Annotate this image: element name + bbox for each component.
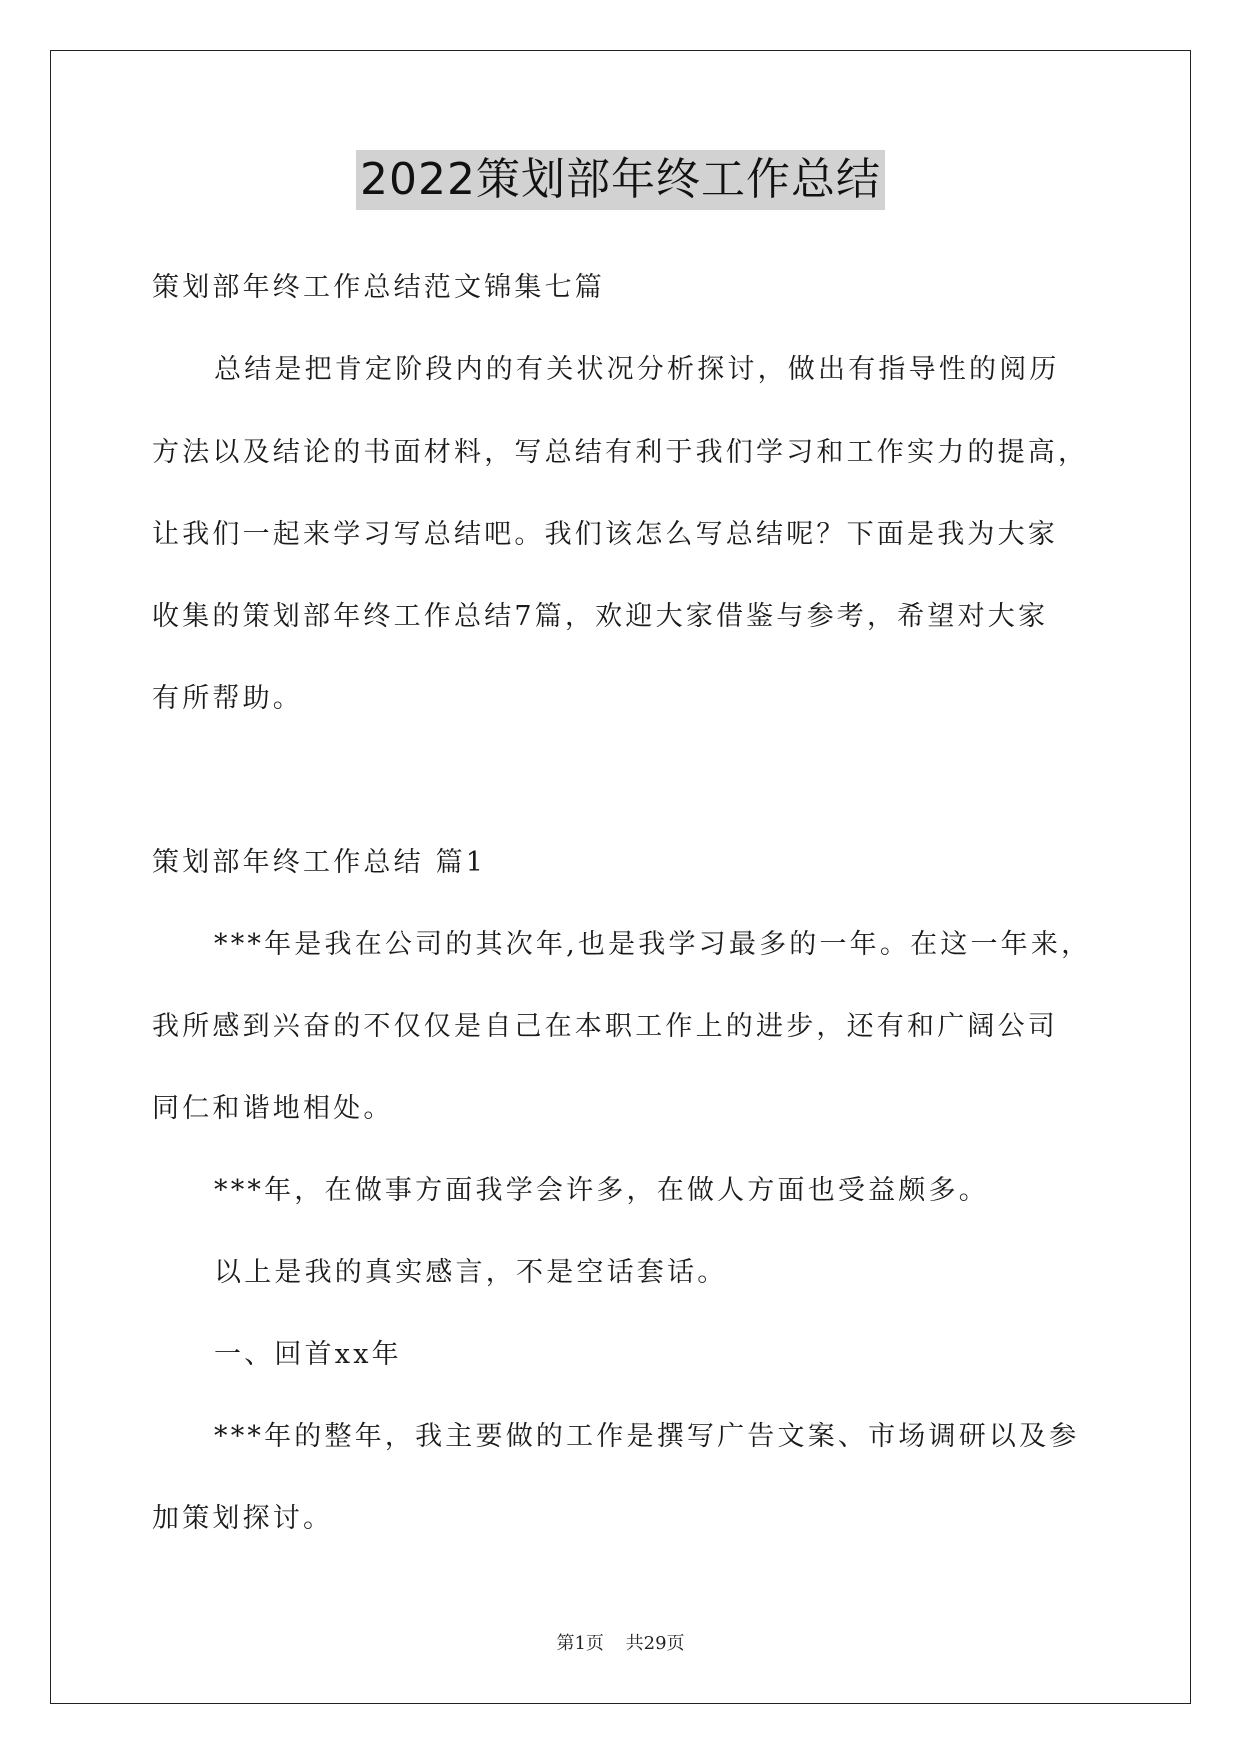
section-heading: 策划部年终工作总结 篇1 <box>152 847 487 878</box>
section-line: 加策划探讨。 <box>152 1503 334 1534</box>
document-subtitle: 策划部年终工作总结范文锦集七篇 <box>152 272 605 303</box>
page-footer <box>0 1632 1241 1656</box>
section-line: 一、回首xx年 <box>214 1339 402 1370</box>
section-line: ***年是我在公司的其次年,也是我学习最多的一年。在这一年来， <box>214 929 1092 960</box>
intro-line: 收集的策划部年终工作总结7篇，欢迎大家借鉴与参考，希望对大家 <box>152 601 1049 632</box>
section-line: 我所感到兴奋的不仅仅是自己在本职工作上的进步，还有和广阔公司 <box>152 1011 1058 1042</box>
intro-line: 有所帮助。 <box>152 683 303 714</box>
intro-line: 方法以及结论的书面材料，写总结有利于我们学习和工作实力的提高， <box>152 437 1089 468</box>
section-line: ***年，在做事方面我学会许多，在做人方面也受益颇多。 <box>214 1175 989 1206</box>
page-number-current: 第1页 <box>556 1633 604 1654</box>
section-line: 以上是我的真实感言，不是空话套话。 <box>214 1257 728 1288</box>
title-container <box>0 150 1241 210</box>
section-line: 同仁和谐地相处。 <box>152 1093 394 1124</box>
intro-line: 让我们一起来学习写总结吧。我们该怎么写总结呢？下面是我为大家 <box>152 519 1058 550</box>
intro-line: 总结是把肯定阶段内的有关状况分析探讨，做出有指导性的阅历 <box>214 354 1060 385</box>
section-line: ***年的整年，我主要做的工作是撰写广告文案、市场调研以及参 <box>214 1421 1080 1452</box>
document-title: 2022策划部年终工作总结 <box>356 150 885 210</box>
page-number-total: 共29页 <box>625 1633 685 1654</box>
